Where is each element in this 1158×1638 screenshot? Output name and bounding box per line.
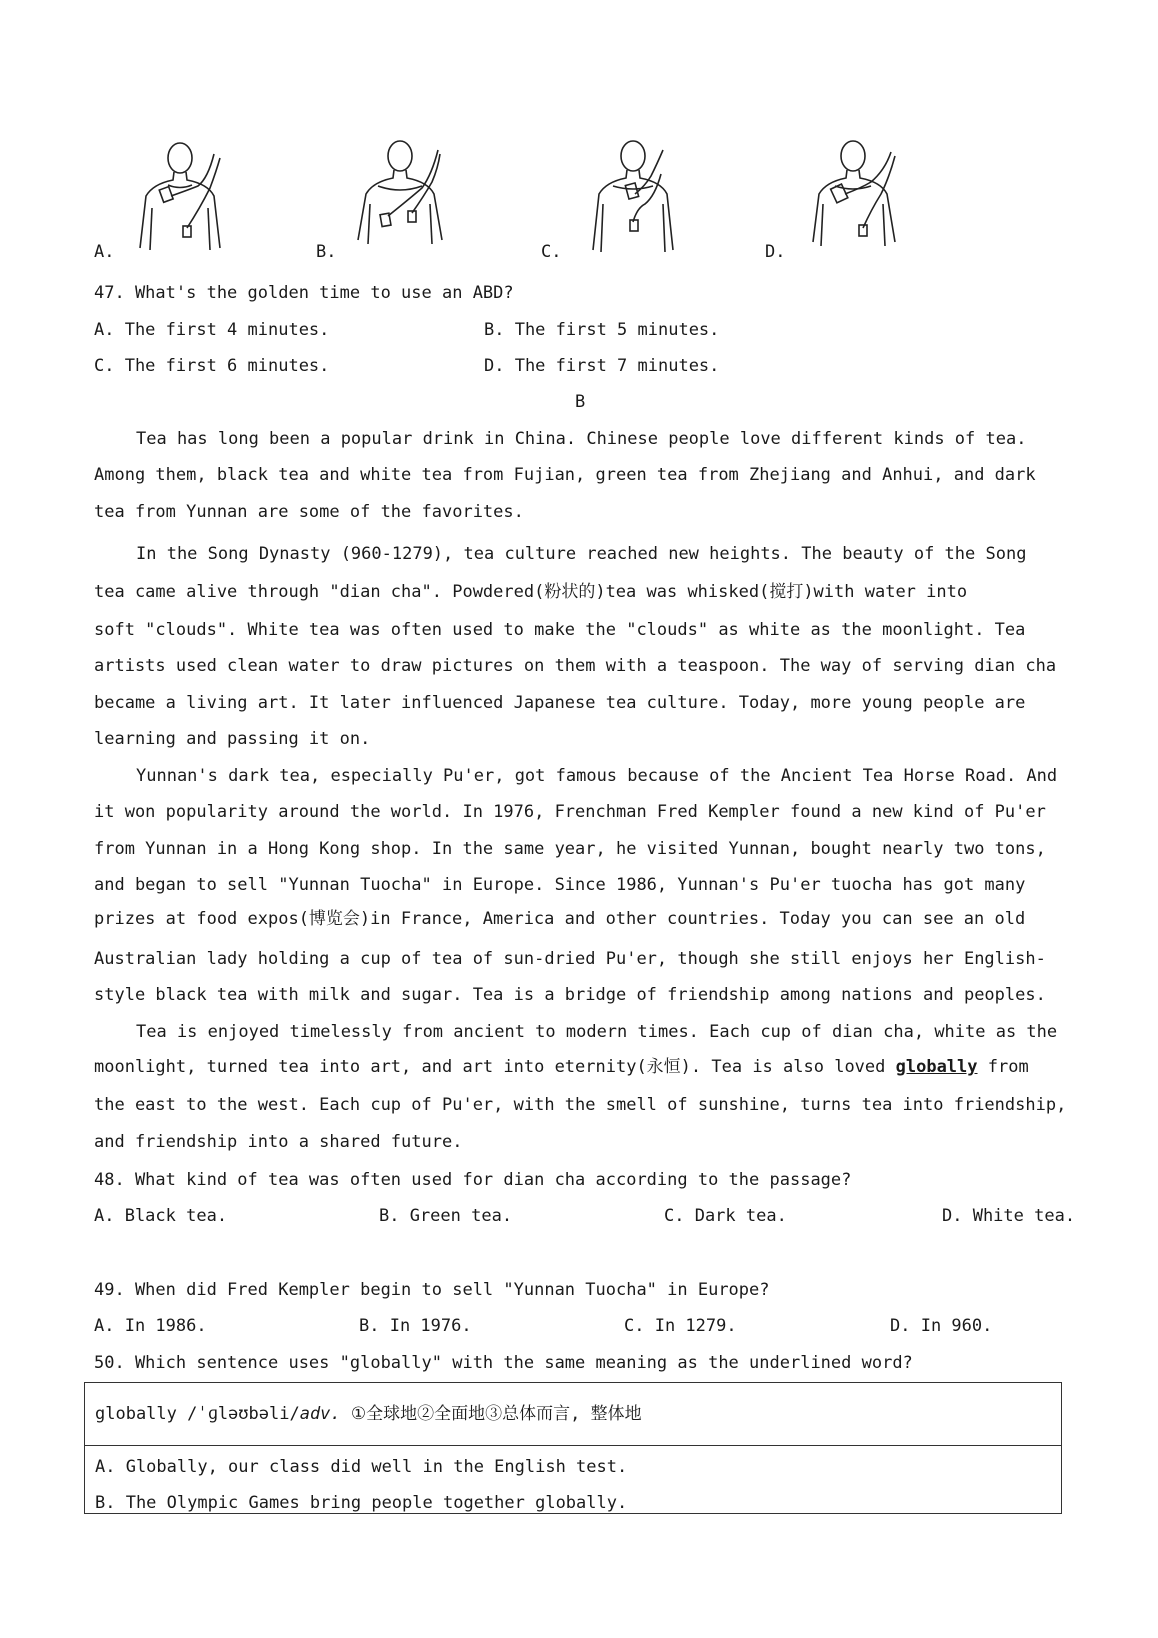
table-divider <box>85 1445 1061 1446</box>
question-48: 48. What kind of tea was often used for dian cha according to the passage? <box>94 1170 852 1190</box>
q50-option-a: A. Globally, our class did well in the English test. <box>95 1457 628 1477</box>
paragraph-line: artists used clean water to draw pictures on them with a teaspoon. The way of serving dian cha <box>94 656 1057 676</box>
paragraph-line: from Yunnan in a Hong Kong shop. In the same year, he visited Yunnan, bought nearly two tons, <box>94 839 1046 859</box>
paragraph-line: Tea is enjoyed timelessly from ancient to modern times. Each cup of dian cha, white as the <box>136 1022 1058 1042</box>
question-49: 49. When did Fred Kempler begin to sell "Yunnan Tuocha" in Europe? <box>94 1280 770 1300</box>
q47-option-a: A. The first 4 minutes. <box>94 320 330 340</box>
paragraph-line: and friendship into a shared future. <box>94 1132 463 1152</box>
dictionary-pos: adv. <box>299 1404 341 1424</box>
q49-option-c: C. In 1279. <box>624 1316 737 1336</box>
paragraph-line: and began to sell "Yunnan Tuocha" in Europe. Since 1986, Yunnan's Pu'er tuocha has got many <box>94 875 1026 895</box>
q49-option-d: D. In 960. <box>890 1316 993 1336</box>
question-50: 50. Which sentence uses "globally" with the same meaning as the underlined word? <box>94 1353 913 1373</box>
underlined-word-globally: globally <box>895 1057 978 1077</box>
aed-figure-d <box>805 138 915 263</box>
paragraph-line: Among them, black tea and white tea from Fujian, green tea from Zhejiang and Anhui, and dark <box>94 465 1036 485</box>
dictionary-entry <box>95 1406 642 1423</box>
paragraph-line: it won popularity around the world. In 1976, Frenchman Fred Kempler found a new kind of Pu'er <box>94 802 1046 822</box>
dictionary-meaning: ①全球地②全面地③总体而言, 整体地 <box>340 1404 642 1424</box>
q49-option-a: A. In 1986. <box>94 1316 207 1336</box>
paragraph-line: Yunnan's dark tea, especially Pu'er, got famous because of the Ancient Tea Horse Road. And <box>136 766 1058 786</box>
figure-label-a: A. <box>94 242 115 262</box>
q48-option-b: B. Green tea. <box>379 1206 513 1226</box>
paragraph-line: Australian lady holding a cup of tea of sun-dried Pu'er, though she still enjoys her English- <box>94 949 1046 969</box>
figure-label-d: D. <box>765 242 786 262</box>
aed-figure-c <box>583 138 693 263</box>
q48-option-d: D. White tea. <box>942 1206 1076 1226</box>
q50-option-b: B. The Olympic Games bring people together globally. <box>95 1493 628 1513</box>
paragraph-line: the east to the west. Each cup of Pu'er, with the smell of sunshine, turns tea into friendship, <box>94 1095 1067 1115</box>
paragraph-line: tea came alive through "dian cha". Powdered(粉状的)tea was whisked(搅打)with water into <box>94 582 968 602</box>
q47-option-c: C. The first 6 minutes. <box>94 356 330 376</box>
paragraph-text: from <box>977 1057 1029 1077</box>
dictionary-word: globally /ˈɡləʊbəli/ <box>95 1404 300 1424</box>
q47-option-b: B. The first 5 minutes. <box>484 320 720 340</box>
aed-figure-a <box>128 138 238 263</box>
q48-option-a: A. Black tea. <box>94 1206 228 1226</box>
paragraph-line: soft "clouds". White tea was often used to make the "clouds" as white as the moonlight. Tea <box>94 620 1026 640</box>
dictionary-table <box>84 1382 1062 1514</box>
paragraph-line: tea from Yunnan are some of the favorites. <box>94 502 524 522</box>
figure-label-c: C. <box>541 242 562 262</box>
aed-figure-b <box>348 138 458 263</box>
q49-option-b: B. In 1976. <box>359 1316 472 1336</box>
paragraph-line: prizes at food expos(博览会)in France, America and other countries. Today you can see an old <box>94 909 1026 929</box>
paragraph-text: moonlight, turned tea into art, and art into eternity(永恒). Tea is also loved <box>94 1057 896 1077</box>
paragraph-line: style black tea with milk and sugar. Tea is a bridge of friendship among nations and peoples. <box>94 985 1046 1005</box>
paragraph-line: learning and passing it on. <box>94 729 371 749</box>
figure-label-b: B. <box>316 242 337 262</box>
paragraph-line: In the Song Dynasty (960-1279), tea culture reached new heights. The beauty of the Song <box>136 544 1027 564</box>
paragraph-line: became a living art. It later influenced Japanese tea culture. Today, more young people are <box>94 693 1026 713</box>
section-b-heading: B <box>575 392 586 412</box>
q47-option-d: D. The first 7 minutes. <box>484 356 720 376</box>
q48-option-c: C. Dark tea. <box>664 1206 787 1226</box>
paragraph-line <box>94 1059 1029 1076</box>
question-47: 47. What's the golden time to use an ABD? <box>94 283 514 303</box>
paragraph-line: Tea has long been a popular drink in China. Chinese people love different kinds of tea. <box>136 429 1027 449</box>
